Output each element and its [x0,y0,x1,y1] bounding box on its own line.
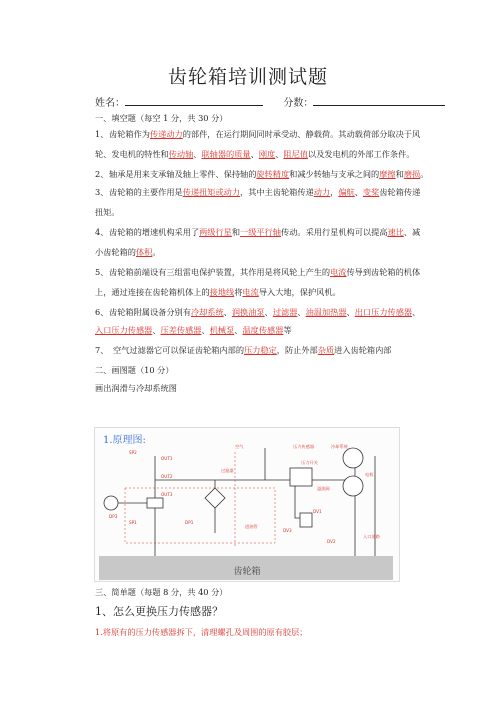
question-5-line-2: 上，通过连接在齿轮箱机体上的接地线将电流导入大地，保护风机。 [95,287,341,297]
score-label: 分数： [283,98,314,109]
question-6-line-2: 入口压力传感器、压差传感器、机械泵、温度传感器等 [95,325,292,335]
section2-heading: 二、画图题（10 分） [95,365,174,375]
svg-text:DP3: DP3 [109,514,118,519]
page-title: 齿轮箱培训测试题 [167,66,328,88]
svg-text:DV1: DV1 [313,509,322,514]
heat-exchanger-symbol [290,468,312,486]
svg-text:压力开关: 压力开关 [301,460,318,465]
question-3-line-2: 扭矩。 [95,207,120,217]
section2-prompt: 画出润滑与冷却系统图 [95,383,177,393]
header-row [95,94,445,109]
svg-text:电机: 电机 [365,472,374,477]
question-5-line-1: 5、齿轮箱前端设有三组雷电保护装置，其作用是将风轮上产生的电流传导到齿轮箱的机体 [95,267,421,277]
question-2: 2、轴承是用来支承轴及轴上零件、保持轴的旋转精度和减少转轴与支承之间的摩擦和磨损。 [95,169,429,179]
svg-text:SP1: SP1 [129,520,137,525]
question-1-line-2: 轮、发电机的特性和传动轴、联轴器的质量、刚度、阻尼值以及发电机的外部工作条件。 [95,149,415,159]
mechanical-pump-symbol [104,496,118,510]
gearbox-label: 齿轮箱 [233,567,261,577]
question-4-line-2: 小齿轮箱的体积。 [95,247,161,257]
lubrication-cooling-diagram [94,427,400,582]
svg-text:OUT1: OUT1 [161,456,173,461]
svg-text:过滤器: 过滤器 [221,468,234,473]
question-1-line-1: 1、齿轮箱作为传递动力的部件，在运行期间同时承受动、静载荷。其动载荷部分取决于风 [95,129,421,139]
svg-text:空气: 空气 [235,444,244,449]
score-blank [313,96,445,106]
relief-valve-symbol [300,513,312,527]
svg-text:进油管: 进油管 [245,524,258,529]
section3-heading: 三、简单题（每题 8 分，共 40 分） [95,587,228,597]
name-label: 姓名： [95,98,125,109]
svg-text:DP1: DP1 [185,520,194,525]
question-3-line-1: 3、齿轮箱的主要作用是传递扭矩或动力，其中主齿轮箱传递动力，偏航、变桨齿轮箱传递 [95,187,421,197]
name-blank [125,96,263,106]
svg-text:SP2: SP2 [129,450,137,455]
question-4-line-1: 4、齿轮箱的增速机构采用了两级行星和一级平行轴传动。采用行星机构可以提高速比、减 [95,227,421,237]
svg-text:入口油路: 入口油路 [363,534,380,539]
schematic-svg [95,428,399,581]
section3-answer-1: 1.将原有的压力传感器拆下，清理螺孔及周围的原有胶层； [95,627,308,637]
svg-text:OUT2: OUT2 [161,474,173,479]
svg-text:压力传感器: 压力传感器 [293,444,314,449]
cooling-fan-motor-symbol [343,448,363,468]
svg-text:DV3: DV3 [283,528,292,533]
question-7: 7、 空气过滤器它可以保证齿轮箱内部的压力稳定，防止外部杂质进入齿轮箱内部 [95,345,392,355]
svg-text:DV2: DV2 [327,539,336,544]
question-6-line-1: 6、齿轮箱附属设备分别有冷却系统、润换油泵、过滤器、油温加热器、出口压力传感器、 [95,307,421,317]
valve-symbol-1 [147,498,163,508]
svg-text:冷却系统: 冷却系统 [331,444,348,449]
electric-pump-symbol [343,476,363,496]
svg-text:OUT3: OUT3 [161,492,173,497]
svg-text:溢流阀: 溢流阀 [317,486,330,491]
section3-question-1: 1、怎么更换压力传感器？ [95,605,223,618]
section1-heading: 一、填空题（每空 1 分，共 30 分） [95,113,228,123]
diagram-title: 1.原理图: [103,435,146,446]
